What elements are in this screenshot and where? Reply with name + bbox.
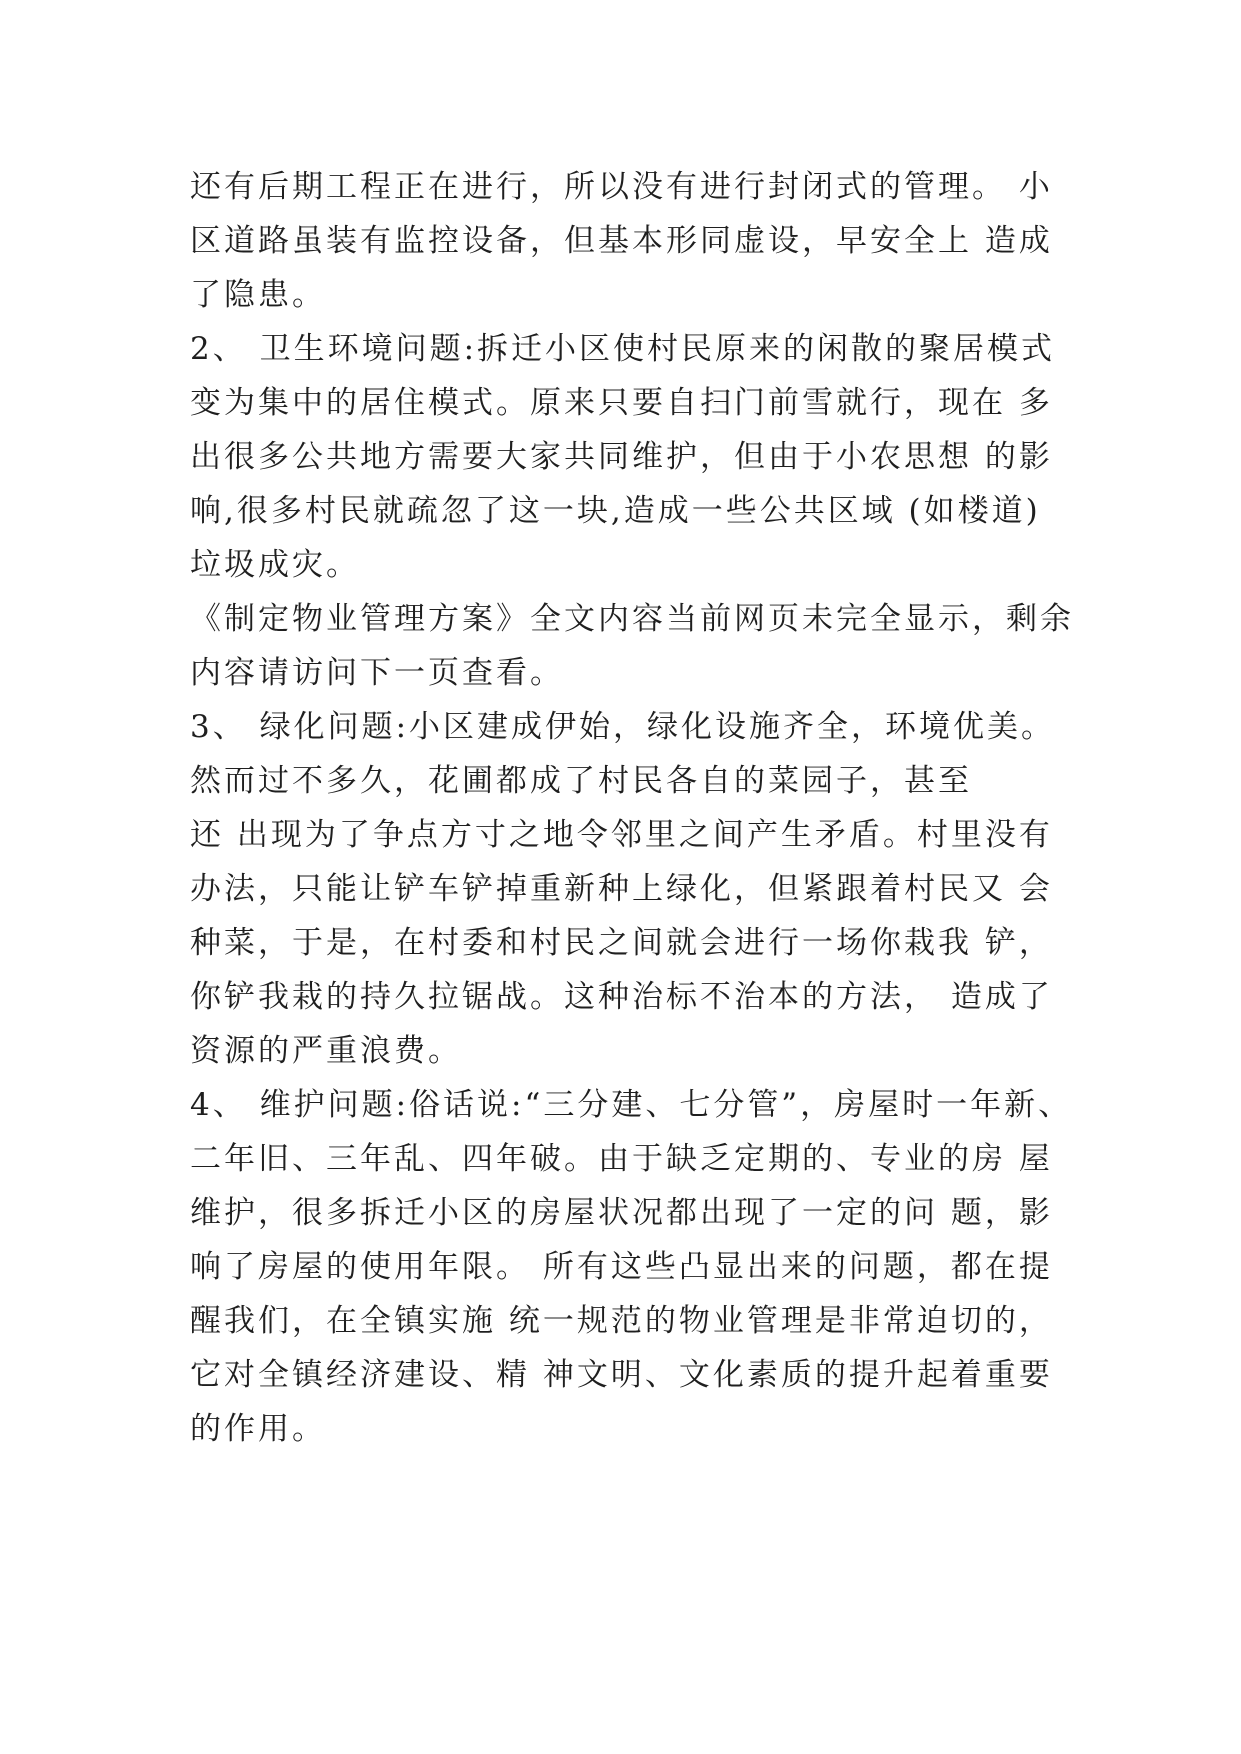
text-line: 的作用。: [190, 1411, 326, 1447]
text-line: 响了房屋的使用年限。 所有这些凸显出来的问题，都在提: [190, 1249, 1053, 1285]
text-line: 维护，很多拆迁小区的房屋状况都出现了一定的问 题，影: [190, 1195, 1053, 1231]
text-line: 响,很多村民就疏忽了这一块,造成一些公共区域 (如楼道): [190, 493, 1041, 529]
body-text: [190, 160, 1074, 1456]
text-line: 你铲我栽的持久拉锯战。这种治标不治本的方法， 造成了: [190, 979, 1053, 1015]
text-line: 区道路虽装有监控设备，但基本形同虚设，早安全上 造成: [190, 223, 1053, 259]
text-line: 它对全镇经济建设、精 神文明、文化素质的提升起着重要: [190, 1357, 1053, 1393]
text-line: 还 出现为了争点方寸之地令邻里之间产生矛盾。村里没有: [190, 817, 1053, 853]
text-line: 内容请访问下一页查看。: [190, 655, 564, 691]
text-line: 二年旧、三年乱、四年破。由于缺乏定期的、专业的房 屋: [190, 1141, 1053, 1177]
text-line: 《制定物业管理方案》全文内容当前网页未完全显示，剩余: [190, 601, 1074, 637]
text-line: 还有后期工程正在进行，所以没有进行封闭式的管理。 小: [190, 169, 1053, 205]
text-line: 2、 卫生环境问题:拆迁小区使村民原来的闲散的聚居模式: [190, 331, 1056, 367]
text-line: 4、 维护问题:俗话说:“三分建、七分管”，房屋时一年新、: [190, 1087, 1073, 1123]
text-line: 变为集中的居住模式。原来只要自扫门前雪就行，现在 多: [190, 385, 1053, 421]
text-line: 垃圾成灾。: [190, 547, 360, 583]
text-line: 出很多公共地方需要大家共同维护，但由于小农思想 的影: [190, 439, 1053, 475]
text-line: 然而过不多久，花圃都成了村民各自的菜园子，甚至: [190, 763, 972, 799]
text-line: 办法，只能让铲车铲掉重新种上绿化，但紧跟着村民又 会: [190, 871, 1053, 907]
text-line: 种菜，于是，在村委和村民之间就会进行一场你栽我 铲，: [190, 925, 1053, 961]
text-line: 醒我们，在全镇实施 统一规范的物业管理是非常迫切的，: [190, 1303, 1053, 1339]
text-line: 3、 绿化问题:小区建成伊始，绿化设施齐全，环境优美。: [190, 709, 1056, 745]
text-line: 了隐患。: [190, 277, 326, 313]
text-line: 资源的严重浪费。: [190, 1033, 462, 1069]
